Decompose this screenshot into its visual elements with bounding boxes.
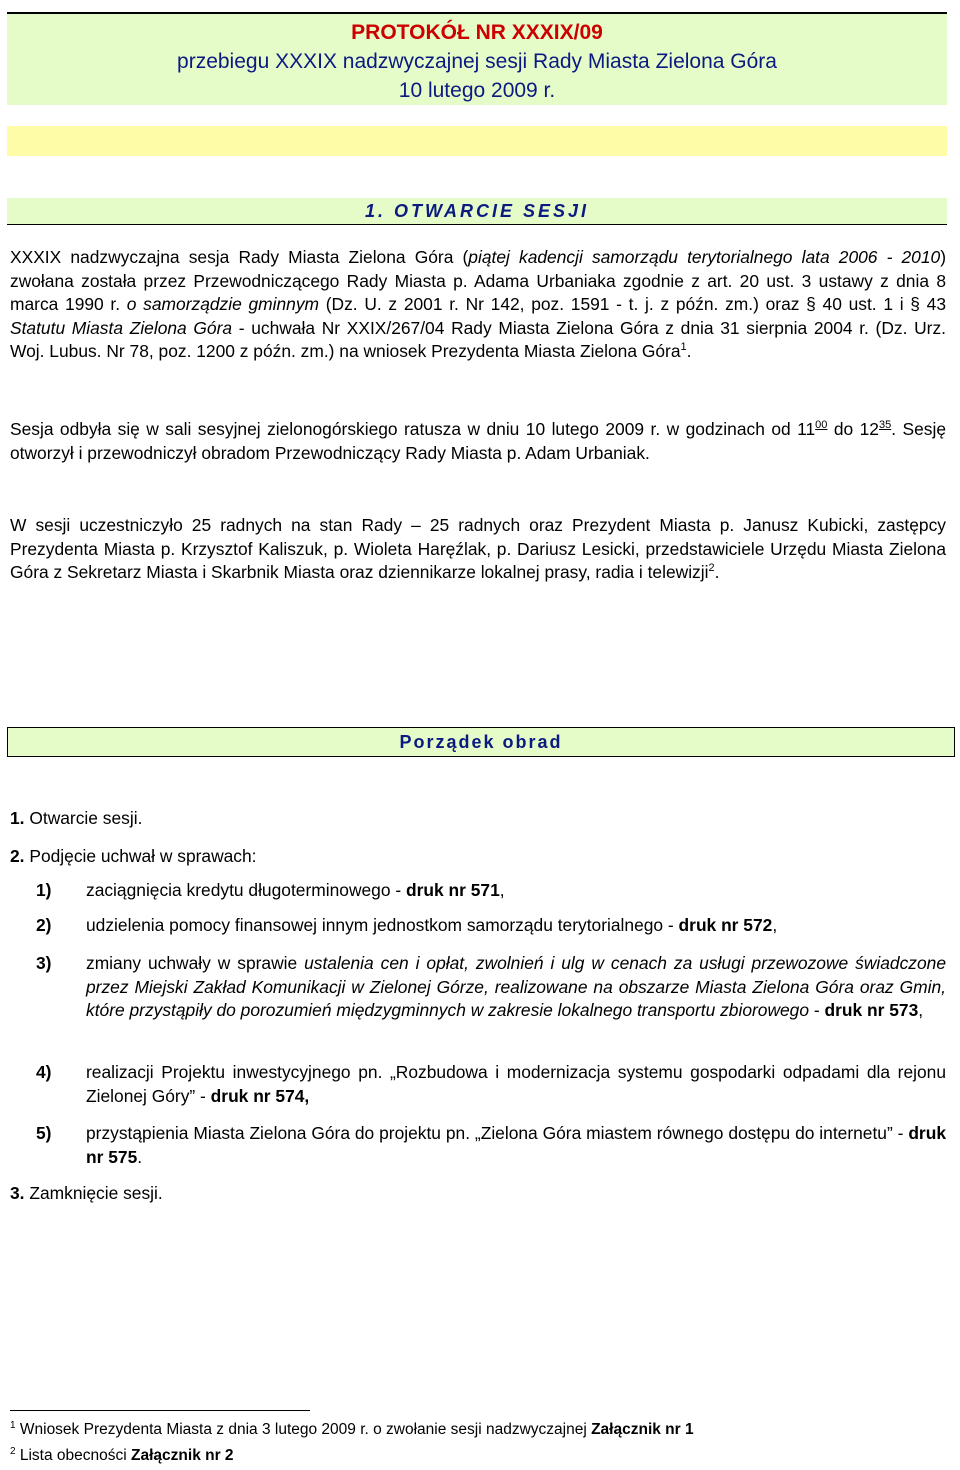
time-minutes: 35 (878, 419, 892, 432)
time-minutes: 00 (815, 419, 828, 432)
agenda-subitem (36, 879, 946, 903)
attachment-label: Załącznik nr 1 (591, 1421, 694, 1438)
document-title: PROTOKÓŁ NR XXXIX/09 (351, 21, 603, 44)
footnote-divider (10, 1410, 310, 1411)
agenda-subitem (36, 1122, 946, 1169)
text: Sesja odbyła się w sali sesyjnej zielonogórskiego ratusza w dniu 10 lutego 2009 r. w godzinach od 11 (10, 419, 816, 439)
footnote-text: Wniosek Prezydenta Miasta z dnia 3 lutego 2009 r. o zwołanie sesji nadzwyczajnej (15, 1421, 592, 1438)
print-number: druk nr 574, (210, 1085, 310, 1106)
text: realizacji Projektu inwestycyjnego pn. „Rozbudowa i modernizacja systemu gospodarki odpadami dla rejonu Zielonej Góry” - (86, 1062, 946, 1106)
section-heading-agenda (7, 727, 955, 757)
document-header (7, 12, 947, 105)
subitem-number: 2) (36, 915, 52, 935)
text: (Dz. U. z 2001 r. Nr 142, poz. 1591 - t. j. z późn. zm.) oraz § 40 ust. 1 i § 43 (319, 294, 946, 314)
text: - (809, 1000, 825, 1020)
agenda-subitem (36, 914, 946, 938)
text: . (137, 1146, 143, 1167)
print-number: druk nr 575 (86, 1123, 946, 1167)
document-date: 10 lutego 2009 r. (398, 79, 556, 102)
footnote-number: 2 (10, 1445, 16, 1457)
agenda-item (10, 807, 142, 830)
item-text: Otwarcie sesji. (24, 808, 143, 828)
paragraph-session-place (10, 418, 946, 465)
footnote (10, 1446, 234, 1466)
agenda-subitem (36, 952, 946, 1023)
text: zaciągnięcia kredytu długoterminowego - (86, 880, 406, 900)
text: W sesji uczestniczyło 25 radnych na stan Rady – 25 radnych oraz Prezydent Miasta p. Janusz Kubicki, zastępcy Prezydenta Miasta p. Krzysztof Kaliszuk, p. Wioleta Haręźlak, p. Dariusz Lesicki, przedstawiciele Urzędu Miasta Zielona Góra z Sekretarz Miasta i Skarbnik Miasta oraz dziennikarze lokalnej prasy, radia i telewizji (10, 515, 946, 582)
agenda-subitem (36, 1061, 946, 1108)
text: . (714, 562, 720, 582)
footnote-text: Lista obecności (15, 1447, 132, 1464)
paragraph-attendance (10, 514, 946, 585)
text-italic: o samorządzie gminnym (126, 294, 320, 314)
section-heading-opening (7, 198, 947, 225)
item-text: Podjęcie uchwał w sprawach: (24, 846, 257, 866)
text-italic: ustalenia cen i opłat, zwolnień i ulg w cenach za usługi przewozowe świadczone przez Miejski Zakład Komunikacji w Zielonej Górze, realizowane na obszarze Miasta Zielona Góra oraz Gmin, które przystąpiły do porozumień międzygminnych w zakresie lokalnego transportu zbiorowego (86, 953, 946, 1020)
text: , (499, 880, 505, 900)
subitem-number: 4) (36, 1062, 52, 1082)
footnote (10, 1420, 694, 1440)
text: , (918, 1000, 924, 1020)
item-number: 3. (10, 1183, 25, 1203)
text: , (772, 915, 778, 935)
text: . (686, 341, 692, 361)
text: ) zwołana została przez Przewodniczącego Rady Miasta p. Adama Urbaniaka zgodnie z art. 20 ust. 3 ustawy z dnia 8 marca 1990 r. (10, 247, 946, 314)
text: zmiany uchwały w sprawie (86, 953, 305, 973)
section-title: Porządek obrad (399, 732, 563, 752)
item-number: 2. (10, 846, 25, 866)
header-spacer-bar (7, 126, 947, 156)
text: do 12 (827, 419, 879, 439)
text-italic: piątej kadencji samorządu terytorialnego lata 2006 - 2010 (468, 247, 941, 267)
print-number: druk nr 571 (405, 880, 500, 900)
paragraph-session-convening (10, 246, 946, 364)
subitem-number: 1) (36, 880, 52, 900)
attachment-label: Załącznik nr 2 (131, 1447, 234, 1464)
text-italic: Statutu Miasta Zielona Góra (10, 317, 233, 338)
text: XXXIX nadzwyczajna sesja Rady Miasta Zielona Góra ( (10, 247, 469, 267)
footnote-ref: 1 (680, 341, 687, 354)
subitem-number: 3) (36, 953, 52, 973)
item-text: Zamknięcie sesji. (24, 1183, 163, 1203)
text: . Sesję otworzył i przewodniczył obradom Przewodniczący Rady Miasta p. Adam Urbaniak. (10, 419, 946, 463)
subitem-number: 5) (36, 1123, 52, 1143)
agenda-item (10, 845, 257, 868)
agenda-item (10, 1182, 163, 1205)
item-number: 1. (10, 808, 25, 828)
footnote-number: 1 (10, 1419, 16, 1431)
print-number: druk nr 573 (824, 1000, 919, 1020)
text: - uchwała Nr XXIX/267/04 Rady Miasta Zielona Góra z dnia 31 sierpnia 2004 r. (Dz. Urz. Woj. Lubus. Nr 78, poz. 1200 z późn. zm.) na wniosek Prezydenta Miasta Zielona Góra (10, 317, 946, 361)
text: udzielenia pomocy finansowej innym jednostkom samorządu terytorialnego - (86, 915, 679, 935)
print-number: druk nr 572 (678, 915, 773, 935)
section-title: 1. OTWARCIE SESJI (364, 201, 590, 221)
footnote-ref: 2 (708, 562, 715, 575)
text: przystąpienia Miasta Zielona Góra do projektu pn. „Zielona Góra miastem równego dostępu do internetu” - (86, 1123, 909, 1143)
document-subtitle: przebiegu XXXIX nadzwyczajnej sesji Rady Miasta Zielona Góra (177, 50, 777, 73)
